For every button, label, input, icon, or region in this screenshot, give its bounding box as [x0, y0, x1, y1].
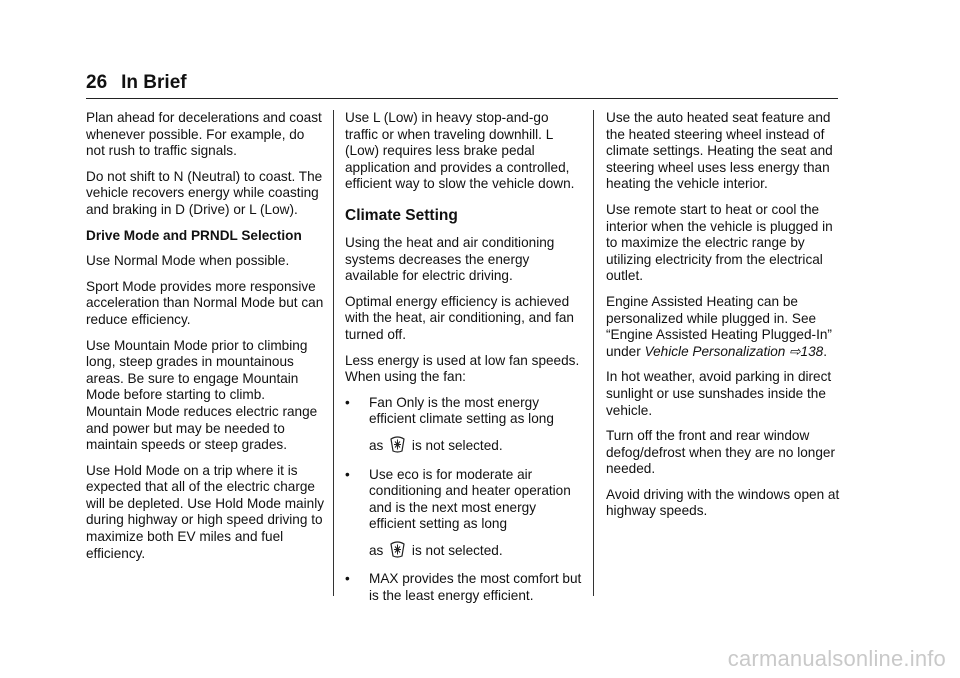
paragraph: Do not shift to N (Neutral) to coast. The vehicle recovers energy while coasting and braking in D (Drive) or L (Low).: [86, 168, 323, 217]
paragraph-engine-assisted-heating: Engine Assisted Heating can be personalized while plugged in. See “Engine Assisted Heating Plugged-In” under Vehicle Personalization ⇨138.: [606, 293, 832, 359]
section-title-climate-setting: Climate Setting: [345, 206, 458, 224]
list-item: • Use eco is for moderate air conditioning and heater operation and is the next most energy efficient setting as long as is not selected.: [345, 467, 583, 563]
paragraph: Turn off the front and rear window defog/defrost when they are no longer needed.: [606, 428, 835, 477]
paragraph: In hot weather, avoid parking in direct sunlight or use sunshades inside the vehicle.: [606, 369, 832, 418]
paragraph: Using the heat and air conditioning systems decreases the energy available for electric driving.: [345, 234, 555, 284]
bullet-marker: •: [345, 571, 350, 587]
ac-snowflake-icon: [389, 541, 406, 563]
bullet-text: Fan Only is the most energy efficient climate setting as long: [369, 394, 554, 427]
subheading-drive-mode: Drive Mode and PRNDL Selection: [86, 227, 302, 243]
paragraph: Avoid driving with the windows open at highway speeds.: [606, 486, 840, 519]
list-item: • Fan Only is the most energy efficient climate setting as long as is not selected.: [345, 395, 583, 458]
paragraph: Use Hold Mode on a trip where it is expected that all of the electric charge will be depleted. Use Hold Mode mainly during highway or high speed driving to maximize both EV miles and fuel efficiency.: [86, 462, 325, 561]
paragraph: Use the auto heated seat feature and the heated steering wheel instead of climate settings. Heating the seat and steering wheel uses less energy than heating the vehicle interior.: [606, 110, 833, 192]
page-title: In Brief: [121, 72, 187, 93]
paragraph: Use Mountain Mode prior to climbing long, steep grades in mountainous areas. Be sure to engage Mountain Mode before starting to climb. Mountain Mode reduces electric range and power but may be needed to maintain speeds or steep grades.: [86, 337, 318, 453]
page-number: 26: [86, 72, 108, 93]
cross-reference-link[interactable]: Vehicle Personalization: [644, 343, 786, 359]
paragraph: Optimal energy efficiency is achieved with the heat, air conditioning, and fan turned off.: [345, 293, 574, 342]
column-divider-2: [593, 110, 594, 596]
column-3: [606, 110, 844, 529]
ac-snowflake-icon: [389, 436, 406, 458]
paragraph: Sport Mode provides more responsive acceleration than Normal Mode but can reduce efficiency.: [86, 278, 324, 327]
paragraph: Plan ahead for decelerations and coast whenever possible. For example, do not rush to traffic signals.: [86, 110, 322, 159]
paragraph: Use L (Low) in heavy stop-and-go traffic or when traveling downhill. L (Low) requires less brake pedal application and provides a controlled, efficient way to slow the vehicle down.: [345, 110, 575, 192]
bullet-text: Use eco is for moderate air conditioning and heater operation and is the next most energy efficient setting as long: [369, 466, 571, 532]
header-rule: [86, 98, 838, 99]
column-1: [86, 110, 324, 571]
paragraph: Use remote start to heat or cool the interior when the vehicle is plugged in to maximize the electric range by utilizing electricity from the electrical outlet.: [606, 201, 833, 284]
page-arrow-icon: ⇨: [789, 343, 801, 359]
bullet-marker: •: [345, 466, 350, 482]
column-divider-1: [333, 110, 334, 596]
bullet-text: MAX provides the most comfort but is the least energy efficient.: [369, 571, 582, 604]
bullet-marker: •: [345, 394, 350, 410]
page-reference[interactable]: ⇨138: [789, 343, 824, 359]
list-item: [345, 571, 583, 604]
paragraph: Use Normal Mode when possible.: [86, 253, 290, 269]
paragraph: Less energy is used at low fan speeds. When using the fan:: [345, 352, 580, 385]
column-2: [345, 110, 583, 614]
page-header: [86, 72, 187, 94]
watermark: carmanualsonline.info: [727, 646, 946, 671]
